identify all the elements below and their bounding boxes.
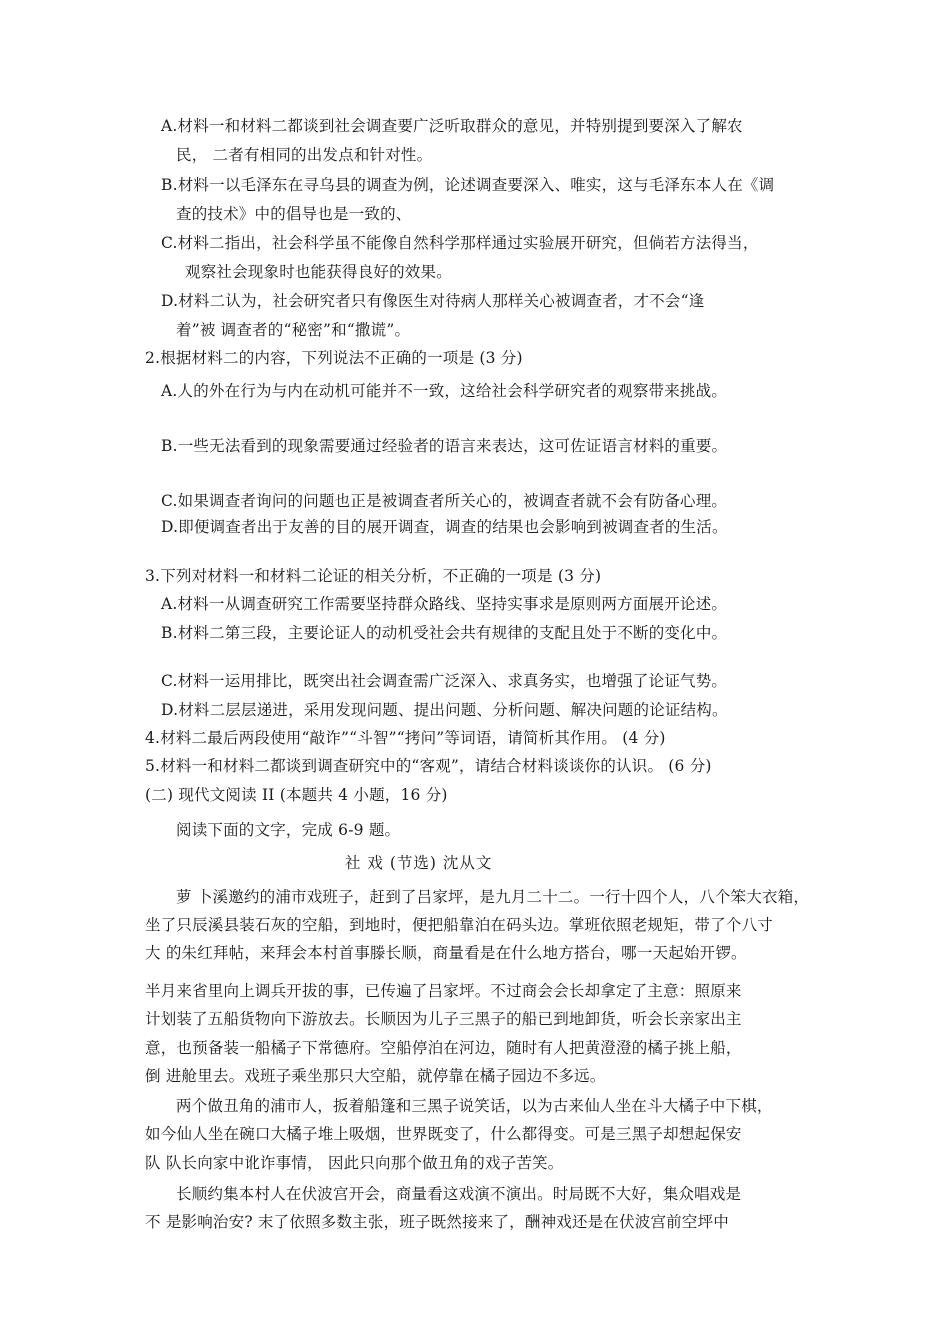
q3-option-b: B.材料二第三段，主要论证人的动机受社会共有规律的支配且处于不断的变化中。 <box>161 624 728 642</box>
q1-option-a-line2: 民， 二者有相同的出发点和针对性。 <box>176 146 433 164</box>
story-line: 队 队长向家中讹诈事情， 因此只向那个做丑角的戏子苦笑。 <box>145 1154 564 1172</box>
story-title: 社 戏 (节选) 沈从文 <box>345 854 493 872</box>
story-line: 大 的朱红拜帖，来拜会本村首事滕长顺，商量看是在什么地方搭台，哪一天起始开锣。 <box>145 944 747 962</box>
story-line: 意，也预备装一船橘子下常德府。空船停泊在河边，随时有人把黄澄澄的橘子挑上船， <box>145 1039 742 1057</box>
q1-option-a-line1: A.材料一和材料二都谈到社会调查要广泛听取群众的意见，并特别提到要深入了解农 <box>161 117 743 135</box>
q2-stem: 2.根据材料二的内容，下列说法不正确的一项是 (3 分) <box>145 349 523 367</box>
q1-option-b-line1: B.材料一以毛泽东在寻乌县的调查为例，论述调查要深入、唯实，这与毛泽东本人在《调 <box>161 176 775 194</box>
q3-option-d: D.材料二层层递进，采用发现问题、提出问题、分析问题、解决问题的论证结构。 <box>161 701 728 719</box>
q1-option-c-line1: C.材料二指出，社会科学虽不能像自然科学那样通过实验展开研究，但倘若方法得当， <box>161 234 759 252</box>
section-heading: (二) 现代文阅读 II (本题共 4 小题，16 分) <box>145 786 448 804</box>
q5: 5.材料一和材料二都谈到调查研究中的“客观”，请结合材料谈谈你的认识。 (6 分) <box>145 757 712 775</box>
q3-option-c: C.材料一运用排比，既突出社会调查需广泛深入、求真务实，也增强了论证气势。 <box>161 672 728 690</box>
story-line: 不 是影响治安? 末了依照多数主张，班子既然接来了，酬神戏还是在伏波宫前空坪中 <box>145 1213 729 1231</box>
story-line: 计划装了五船货物向下游放去。长顺因为儿子三黑子的船已到地卸货，听会长亲家出主 <box>145 1010 742 1028</box>
story-line: 萝 卜溪邀约的浦市戏班子，赶到了吕家坪，是九月二十二。一行十四个人，八个笨大衣箱， <box>176 888 810 906</box>
q4: 4.材料二最后两段使用“敲诈”“斗智”“拷问”等词语，请简析其作用。 (4 分) <box>145 729 666 747</box>
q3-stem: 3.下列对材料一和材料二论证的相关分析，不正确的一项是 (3 分) <box>145 567 602 585</box>
q2-option-c: C.如果调查者询问的问题也正是被调查者所关心的，被调查者就不会有防备心理。 <box>161 492 728 510</box>
instruction: 阅读下面的文字，完成 6-9 题。 <box>176 821 401 839</box>
story-line: 两个做丑角的浦市人，扳着船篷和三黑子说笑话，以为古来仙人坐在斗大橘子中下棋， <box>176 1097 773 1115</box>
q1-option-d-line2: 着”被 调查者的“秘密”和“撒谎”。 <box>176 321 411 339</box>
story-line: 长顺约集本村人在伏波宫开会，商量看这戏演不演出。时局既不大好，集众唱戏是 <box>176 1185 742 1203</box>
q2-option-d: D.即便调查者出于友善的目的展开调查，调查的结果也会影响到被调查者的生活。 <box>161 518 728 536</box>
q1-option-d-line1: D.材料二认为，社会研究者只有像医生对待病人那样关心被调查者，才不会“逢 <box>161 292 705 310</box>
story-line: 如今仙人坐在碗口大橘子堆上吸烟，世界既变了，什么都得变。可是三黑子却想起保安 <box>145 1125 742 1143</box>
q3-option-a: A.材料一从调查研究工作需要坚持群众路线、坚持实事求是原则两方面展开论述。 <box>161 595 728 613</box>
q1-option-b-line2: 查的技术》中的倡导也是一致的、 <box>176 205 412 223</box>
story-line: 倒 进舱里去。戏班子乘坐那只大空船，就停靠在橘子园边不多远。 <box>145 1067 606 1085</box>
story-line: 坐了只辰溪县装石灰的空船，到地时，便把船靠泊在码头边。掌班依照老规矩，带了个八寸 <box>145 916 774 934</box>
q2-option-b: B.一些无法看到的现象需要通过经验者的语言来表达，这可佐证语言材料的重要。 <box>161 437 728 455</box>
q1-option-c-line2: 观察社会现象时也能获得良好的效果。 <box>185 263 452 281</box>
story-line: 半月来省里向上调兵开拔的事，已传遍了吕家坪。不过商会会长却拿定了主意：照原来 <box>145 982 742 1000</box>
q2-option-a: A.人的外在行为与内在动机可能并不一致，这给社会科学研究者的观察带来挑战。 <box>161 382 728 400</box>
